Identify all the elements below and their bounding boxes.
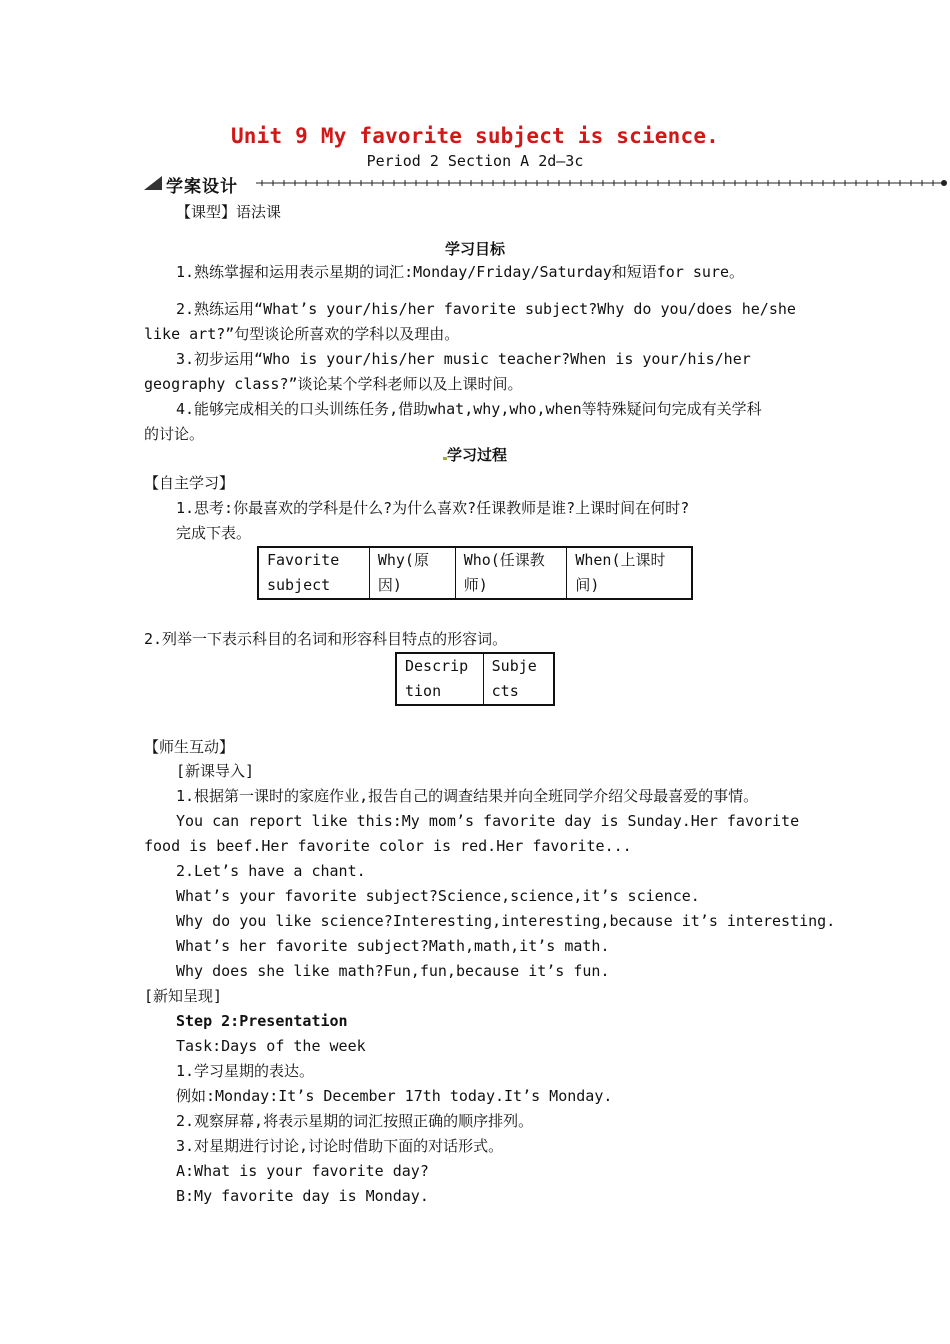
self-study-question-1-note: 完成下表。 [176,524,252,542]
dialog-line-b: B:My favorite day is Monday. [176,1187,429,1205]
step-item-1: 1.学习星期的表达。 [176,1062,315,1080]
interaction-paragraph-1: 1.根据第一课时的家庭作业,报告自己的调查结果并向全班同学介绍父母最喜爱的事情。 [176,787,759,805]
table-header-cell: Description [396,653,483,705]
table-row [396,653,554,705]
goal-item-2-line-1: 2.熟练运用“What’s your/his/her favorite subject?Why do you/does he/she [176,300,796,318]
self-study-question-1: 1.思考:你最喜欢的学科是什么?为什么喜欢?任课教师是谁?上课时间在何时? [176,499,690,517]
document-title: Unit 9 My favorite subject is science. [230,124,720,148]
process-heading [0,444,950,465]
interaction-example-line-2: food is beef.Her favorite color is red.Her favorite... [144,837,632,855]
task-line: Task:Days of the week [176,1037,366,1055]
dialog-line-a: A:What is your favorite day? [176,1162,429,1180]
chant-line: What’s your favorite subject?Science,science,it’s science. [176,887,700,905]
favorite-subject-table [257,546,693,600]
document-subtitle: Period 2 Section A 2d—3c [366,152,584,170]
presentation-heading: [新知呈现] [144,987,223,1005]
goal-item-4-line-2: 的讨论。 [144,425,205,443]
chant-line: What’s her favorite subject?Math,math,it’s math. [176,937,610,955]
table-header-cell: Why(原因) [369,547,455,599]
process-heading-text: 学习过程 [446,446,507,464]
chant-line: Why does she like math?Fun,fun,because it’s fun. [176,962,610,980]
banner-label: 学案设计 [166,177,238,197]
table-row [258,547,692,599]
goal-item-4-line-1: 4.能够完成相关的口头训练任务,借助what,why,who,when等特殊疑问句完成有关学科 [176,400,762,418]
intro-heading: [新课导入] [176,762,255,780]
goal-item-3-line-2: geography class?”谈论某个学科老师以及上课时间。 [144,375,523,393]
table-header-cell: When(上课时间) [567,547,692,599]
table-header-cell: Who(任课教师) [455,547,567,599]
subjects-table [395,652,555,706]
step-item-1-example: 例如:Monday:It’s December 17th today.It’s Monday. [176,1087,613,1105]
lesson-type: 【课型】语法课 [176,203,282,221]
goals-heading: 学习目标 [444,240,505,258]
table-header-cell: Favorite subject [258,547,369,599]
interaction-example-line-1: You can report like this:My mom’s favorite day is Sunday.Her favorite [176,812,800,830]
goal-item-2-line-2: like art?”句型谈论所喜欢的学科以及理由。 [144,325,460,343]
step-item-2: 2.观察屏幕,将表示星期的词汇按照正确的顺序排列。 [176,1112,534,1130]
banner-decoration-icon [144,172,950,194]
step-item-3: 3.对星期进行讨论,讨论时借助下面的对话形式。 [176,1137,504,1155]
interaction-paragraph-2: 2.Let’s have a chant. [176,862,366,880]
chant-line: Why do you like science?Interesting,interesting,because it’s interesting. [176,912,836,930]
goal-item-3-line-1: 3.初步运用“Who is your/his/her music teacher?When is your/his/her [176,350,751,368]
section-banner [144,172,950,197]
interaction-heading: 【师生互动】 [144,738,235,756]
self-study-question-2: 2.列举一下表示科目的名词和形容科目特点的形容词。 [144,630,508,648]
self-study-heading: 【自主学习】 [144,474,235,492]
step-2-heading: Step 2:Presentation [176,1012,348,1030]
goal-item-1: 1.熟练掌握和运用表示星期的词汇:Monday/Friday/Saturday和短语for sure。 [176,263,745,281]
table-header-cell: Subjects [483,653,554,705]
